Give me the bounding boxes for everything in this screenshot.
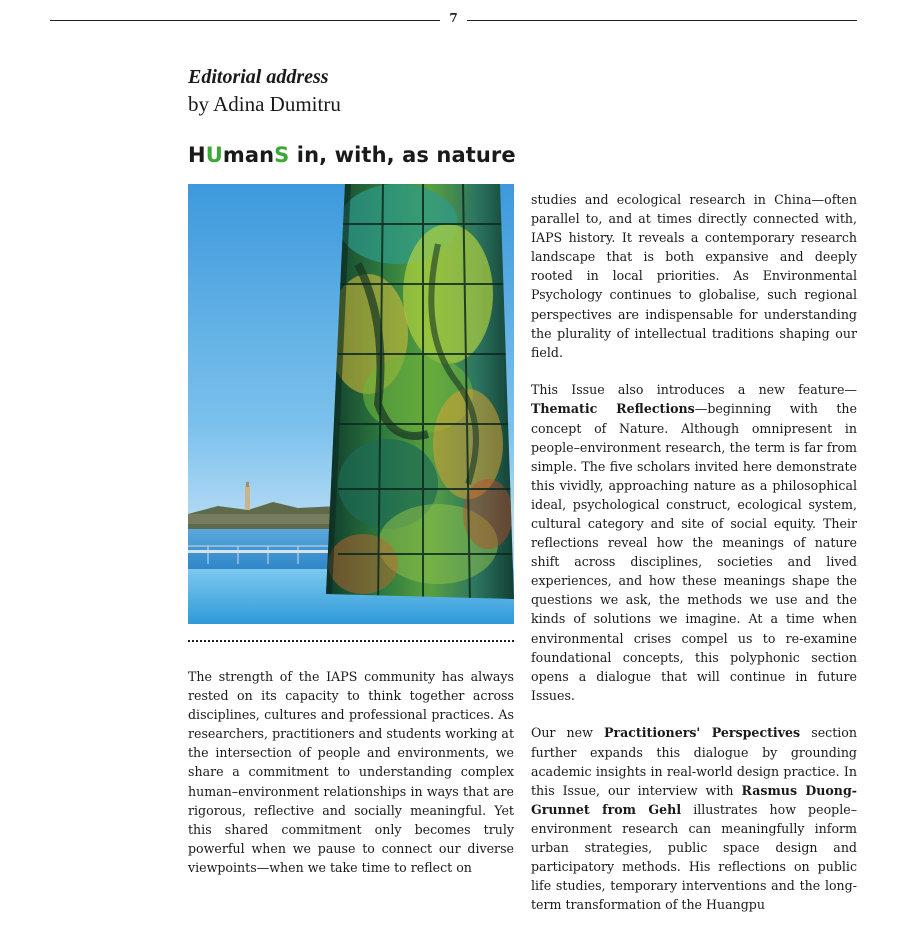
title-part-u: U — [205, 143, 223, 167]
title-part-s: S — [274, 143, 290, 167]
text-run: Our new — [531, 725, 604, 741]
bold-term-thematic-reflections: Thematic Reflections — [531, 401, 695, 417]
title-part-h: H — [188, 143, 206, 167]
dotted-divider — [188, 640, 514, 642]
body-paragraph: studies and ecological research in China—often parallel to, and at times directly connected with, IAPS history. It reveals a contemporary research landscape that is both expansive and deeply rooted in local priorities. As Environmental Psychology continues to globalise, such regional perspectives are indispensable for understanding the plurality of intellectual traditions shaping our field. — [531, 192, 857, 360]
title-part-rest: in, with, as nature — [289, 143, 516, 167]
feature-photo — [188, 184, 514, 624]
title-part-man: man — [222, 143, 275, 167]
bold-term-interviewee: Rasmus Duong-Grunnet from Gehl — [531, 782, 857, 817]
body-column-right — [531, 190, 857, 933]
text-run: This Issue also introduces a new feature— — [531, 382, 857, 398]
bold-term-practitioners-perspectives: Practitioners' Perspectives — [604, 725, 801, 741]
body-paragraph: The strength of the IAPS community has always rested on its capacity to think together across disciplines, cultures and professional practices. As researchers, practitioners and students working at the intersection of people and environments, we share a commitment to understanding complex human–environment relationships in ways that are rigorous, reflective and socially meaningful. Yet this shared commitment only becomes truly powerful when we pause to connect our diverse viewpoints—when we take time to reflect on — [188, 669, 514, 875]
text-run: —beginning with the concept of Nature. Although omnipresent in people–environment research, the term is far from simple. The five scholars invited here demonstrate this vividly, approaching nature as a philosophical ideal, psychological construct, ecological system, cultural category and site of social equity. Their reflections reveal how the meanings of nature shift across disciplines, societies and lived experiences, and how these meanings shape the questions we ask, the methods we use and the kinds of solutions we imagine. At a time when environmental crises compel us to re-examine foundational concepts, this polyphonic section opens a dialogue that will continue in future Issues. — [531, 401, 857, 703]
body-paragraph — [531, 723, 857, 914]
text-run: section further expands this dialogue by grounding academic insights in real-world design practice. In this Issue, our interview with — [531, 725, 857, 798]
stained-glass-tower-photo — [188, 184, 514, 624]
header-rule-right — [467, 20, 857, 21]
byline: by Adina Dumitru — [188, 92, 341, 116]
text-run: illustrates how people–environment research can meaningfully inform urban strategies, public space design and participatory methods. His reflections on public life studies, temporary interventions and the long-term transformation of the Huangpu — [531, 801, 857, 913]
body-paragraph — [531, 380, 857, 705]
section-kicker: Editorial address — [188, 66, 329, 88]
body-column-left — [188, 667, 514, 896]
article-title — [188, 143, 516, 167]
page-number: 7 — [449, 11, 458, 25]
header-rule-left — [50, 20, 440, 21]
